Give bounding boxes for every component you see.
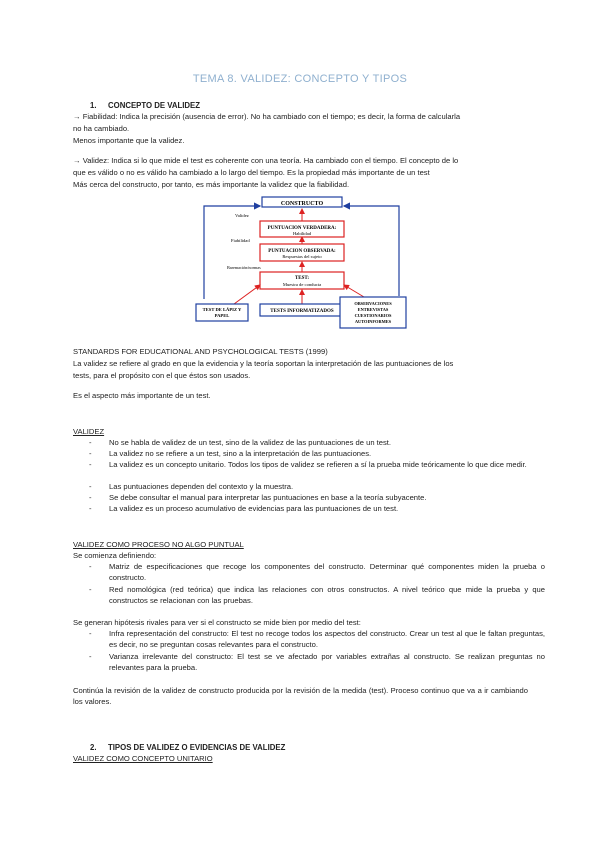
puntuacion-line2: Habilidad xyxy=(292,231,312,236)
section1-heading: CONCEPTO DE VALIDEZ xyxy=(108,101,200,110)
test-line1: TEST: xyxy=(294,276,310,281)
fiabilidad-line1: → Fiabilidad: Indica la precisión (ausencia de error). No ha cambiado con el tiempo; es decir, la forma de calcularla xyxy=(73,112,461,121)
page-title: TEMA 8. VALIDEZ: CONCEPTO Y TIPOS xyxy=(192,73,408,85)
validez-bullet: - La validez es un proceso acumulativo de evidencias para las puntuaciones de un test. xyxy=(89,504,399,513)
observaciones-line1: OBSERVACIONES xyxy=(354,301,392,306)
puntuacion-line1: PUNTUACION VERDADERA: xyxy=(267,226,337,231)
arrow-lapiz-test xyxy=(234,285,260,304)
validez-heading: VALIDEZ xyxy=(73,427,105,436)
validez-bullet: - Se debe consultar el manual para interpretar las puntuaciones en base a la teoría subyacente. xyxy=(89,493,427,502)
proceso-conclusion: Continúa la revisión de la validez de constructo producida por la revisión de la medida (test). Proceso continuo que va a ir cambiando los valores. xyxy=(73,686,528,706)
observaciones-line3: CUESTIONARIOS xyxy=(354,313,392,318)
section2-number: 2. xyxy=(90,743,97,752)
standards-line2: tests, para el propósito con el que éstos son usados. xyxy=(73,371,251,380)
standards-line1: La validez se refiere al grado en que la evidencia y la teoría soportan la interpretación de las puntuaciones de los xyxy=(73,359,454,368)
observada-line1: PUNTUACION OBSERVADA: xyxy=(268,249,336,254)
fiabilidad-line2: no ha cambiado. xyxy=(73,124,130,133)
validez-bullet: - La validez es un concepto unitario. Todos los tipos de validez se refieren a sí la prueba mide teóricamente lo que dice medir. xyxy=(89,460,527,469)
standards-heading: STANDARDS FOR EDUCATIONAL AND PSYCHOLOGICAL TESTS (1999) xyxy=(73,347,328,356)
label-validez: Validez xyxy=(235,213,249,218)
proceso-bullet: - Red nomológica (red teórica) que indica las relaciones con otros constructos. A nivel teórico que mide la prueba y que constructos se relacionan con las pruebas. xyxy=(89,585,545,605)
connector-right-to-constructo xyxy=(344,206,399,296)
arrow-observaciones-test xyxy=(344,285,364,297)
proceso-intro: Se comienza definiendo: xyxy=(73,551,157,560)
label-fiabilidad: Fiabilidad xyxy=(231,238,250,243)
proceso-heading: VALIDEZ COMO PROCESO NO ALGO PUNTUAL xyxy=(73,540,244,549)
connector-left-to-constructo xyxy=(204,206,260,299)
section1-number: 1. xyxy=(90,101,97,110)
test-line2: Muestra de conducta xyxy=(282,282,322,287)
informatizados-text: TESTS INFORMATIZADOS xyxy=(270,309,334,314)
validity-diagram xyxy=(194,196,410,330)
validez-bullet: - Las puntuaciones dependen del contexto y la muestra. xyxy=(89,482,294,491)
proceso-intro2: Se generan hipótesis rivales para ver si el constructo se mide bien por medio del test: xyxy=(73,618,361,627)
validez-line2: que es válido o no es válido ha cambiado a lo largo del tiempo. Es la propiedad más importante de un test xyxy=(73,168,430,177)
validez-line3: Más cerca del constructo, por tanto, es más importante la validez que la fiabilidad. xyxy=(73,180,350,189)
validez-line1: → Validez: Indica si lo que mide el test es coherente con una teoría. Ha cambiado con el tiempo. El concepto de lo xyxy=(73,156,459,165)
fiabilidad-line3: Menos importante que la validez. xyxy=(73,136,185,145)
proceso-bullet: - Matriz de especificaciones que recoge los componentes del constructo. Determinar qué componentes miden la prueba o constructo. xyxy=(89,562,545,582)
standards-line3: Es el aspecto más importante de un test. xyxy=(73,391,211,400)
section2-heading: TIPOS DE VALIDEZ O EVIDENCIAS DE VALIDEZ xyxy=(108,743,286,752)
validez-bullet: - La validez no se refiere a un test, sino a la interpretación de las puntuaciones. xyxy=(89,449,372,458)
validez-bullet: - No se habla de validez de un test, sino de la validez de las puntuaciones de un test. xyxy=(89,438,391,447)
constructo-text: CONSTRUCTO xyxy=(280,201,324,207)
label-baremos: Baremación/normas xyxy=(227,265,261,270)
hipotesis-bullet: - Varianza irrelevante del constructo: El test se ve afectado por variables extrañas al constructo. Se realizan preguntas no relevantes para la prueba. xyxy=(89,652,545,672)
observada-line2: Respuestas del sujeto xyxy=(282,254,322,259)
observaciones-line2: ENTREVISTAS xyxy=(357,307,389,312)
lapiz-line2: PAPEL xyxy=(214,313,230,318)
hipotesis-bullet: - Infra representación del constructo: El test no recoge todos los aspectos del constructo. Crear un test al que le faltan preguntas, es decir, no se preguntan cosas relevantes para el constructo. xyxy=(89,629,545,649)
lapiz-line1: TEST DE LÁPIZ Y xyxy=(202,307,242,312)
observaciones-line4: AUTOINFORMES xyxy=(354,319,392,324)
section2-subheading: VALIDEZ COMO CONCEPTO UNITARIO xyxy=(73,754,213,763)
